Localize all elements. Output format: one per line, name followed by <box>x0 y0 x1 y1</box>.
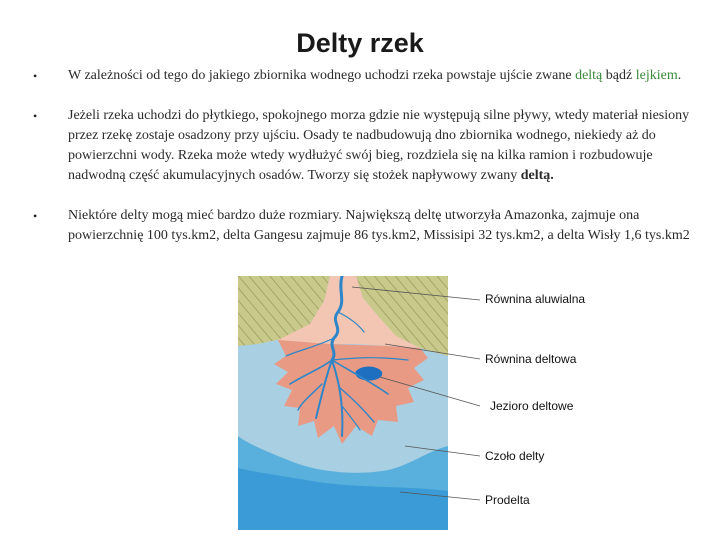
term-delta: deltą <box>575 68 603 83</box>
term-lejek: lejkiem <box>635 68 678 83</box>
leader-prodelta <box>400 492 480 500</box>
bullet-2-text: Jeżeli rzeka uchodzi do płytkiego, spokojnego morza gdzie nie występują silne pływy, wtedy materiał niesiony przez rzekę zostaje osadzony przy ujściu. Osady te nadbudowują dno zbiornika wodnego, niekiedy aż do powierzchni wody. Rzeka może wtedy wydłużyć swój bieg, rozdziela się na kilka ramion i rozbudowuje nadwodną część akumulacyjnych osadów. Tworzy się stożek napływowy zwany <box>68 108 690 183</box>
label-delta-front: Czoło delty <box>485 449 545 463</box>
bullet-3-text: Niektóre delty mogą mieć bardzo duże rozmiary. Największą deltę utworzyła Amazonka, zajmuje ona powierzchnię 100 tys.km2, delta Gangesu zajmuje 86 tys.km2, Missisipi 32 tys.km2, a delta Wisły 1,6 tys.km2 <box>68 208 690 243</box>
leader-front <box>405 446 480 456</box>
slide-title: Delty rzek <box>296 28 424 58</box>
label-deltaic-plain: Równina deltowa <box>485 352 577 366</box>
bullet-marker: • <box>33 109 38 123</box>
label-prodelta: Prodelta <box>485 493 530 507</box>
bullet-marker: • <box>33 69 38 83</box>
bullet-marker: • <box>33 209 38 223</box>
leader-deltaic <box>385 344 480 359</box>
leader-alluvial <box>352 287 480 300</box>
label-delta-lake: Jezioro deltowe <box>490 399 574 413</box>
bullet-1-text-a: W zależności od tego do jakiego zbiornika wodnego uchodzi rzeka powstaje ujście zwane <box>68 68 576 83</box>
bullet-1-text-b: bądź <box>602 68 636 83</box>
bullet-1-text-c: . <box>677 68 682 83</box>
label-alluvial-plain: Równina aluwialna <box>485 292 586 306</box>
leader-lake <box>380 377 480 406</box>
term-delta-bold: deltą. <box>520 168 554 183</box>
